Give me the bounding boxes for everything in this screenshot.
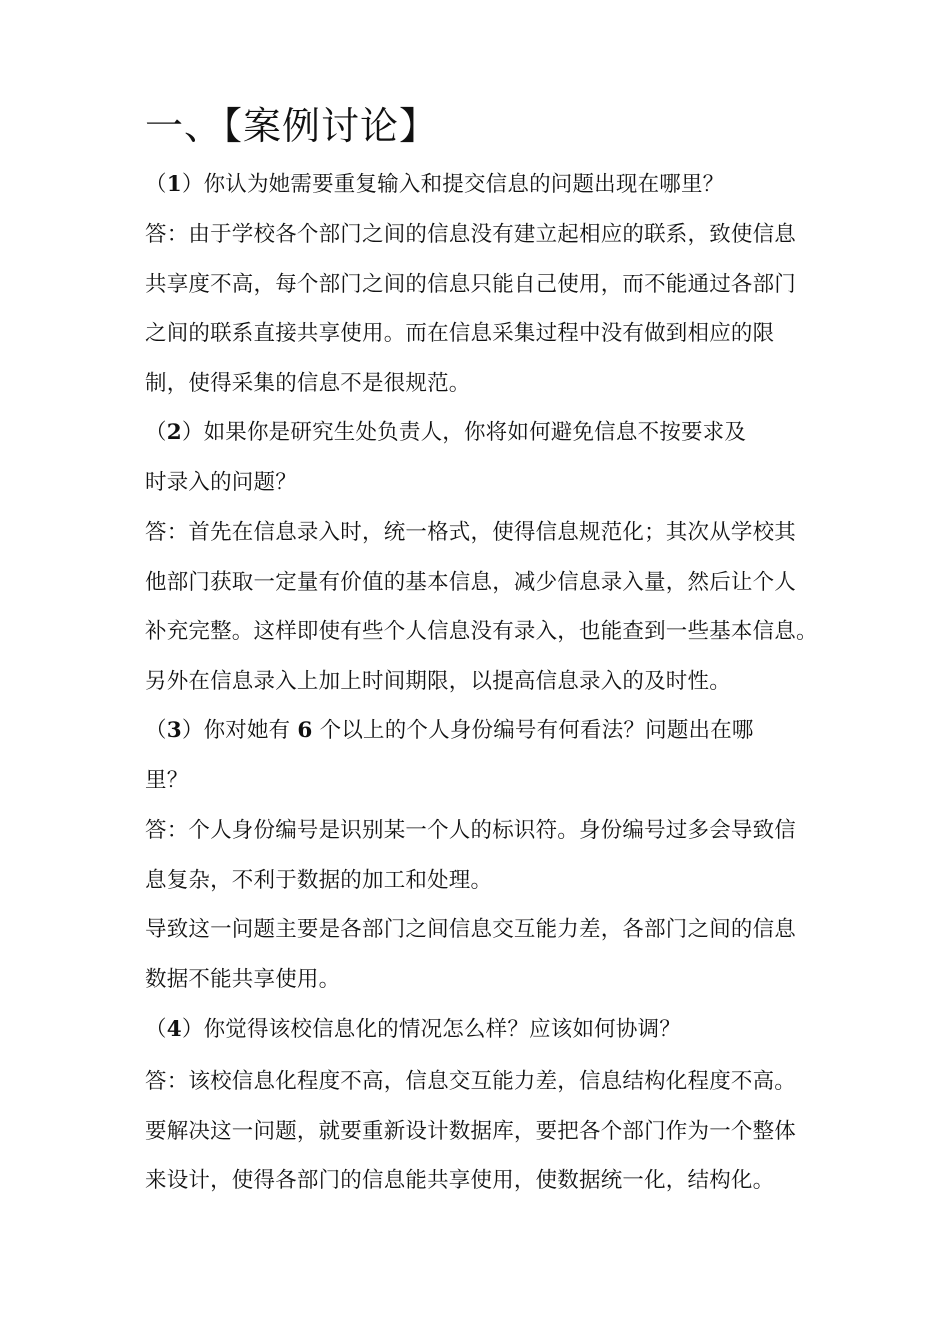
question-3-text-continued: 里？ <box>145 767 189 793</box>
answer-line: 答：该校信息化程度不高，信息交互能力差，信息结构化程度不高。 <box>145 1069 797 1094</box>
answer-line: 息复杂，不利于数据的加工和处理。 <box>145 867 493 893</box>
answer-line: 制，使得采集的信息不是很规范。 <box>145 370 471 396</box>
question-1 <box>145 160 810 210</box>
answer-line: 之间的联系直接共享使用。而在信息采集过程中没有做到相应的限 <box>145 321 775 346</box>
answer-1 <box>145 210 810 408</box>
question-open-paren: （ <box>145 172 167 197</box>
question-2-text <box>145 408 810 458</box>
question-1-text <box>145 160 810 210</box>
question-open-paren: （ <box>145 420 167 445</box>
question-open-paren: （ <box>145 1017 167 1042</box>
question-4-text <box>145 1005 810 1055</box>
answer-line: 补充完整。这样即使有些个人信息没有录入，也能查到一些基本信息。 <box>145 619 818 644</box>
question-number: 3 <box>166 718 182 743</box>
answer-3 <box>145 806 810 1004</box>
answer-4 <box>145 1057 810 1206</box>
question-body: ）如果你是研究生处负责人，你将如何避免信息不按要求及 <box>181 420 747 445</box>
question-number: 2 <box>166 420 182 445</box>
question-2-text-continued: 时录入的问题？ <box>145 469 297 495</box>
question-number: 4 <box>166 1017 182 1042</box>
answer-line: 他部门获取一定量有价值的基本信息，减少信息录入量，然后让个人 <box>145 569 797 595</box>
answer-line: 共享度不高，每个部门之间的信息只能自己使用，而不能通过各部门 <box>145 271 797 297</box>
question-3-text <box>145 706 810 756</box>
answer-line: 答：个人身份编号是识别某一个人的标识符。身份编号过多会导致信 <box>145 818 797 843</box>
question-2 <box>145 408 810 507</box>
answer-line: 要解决这一问题，就要重新设计数据库，要把各个部门作为一个整体 <box>145 1118 797 1144</box>
inline-number: 6 <box>297 718 313 743</box>
question-open-paren: （ <box>145 718 167 743</box>
answer-line: 数据不能共享使用。 <box>145 966 341 992</box>
question-body: ）你认为她需要重复输入和提交信息的问题出现在哪里？ <box>181 172 725 197</box>
question-body: 个以上的个人身份编号有何看法？问题出在哪 <box>312 718 754 743</box>
question-number: 1 <box>166 172 182 197</box>
answer-line: 导致这一问题主要是各部门之间信息交互能力差，各部门之间的信息 <box>145 917 797 942</box>
question-4 <box>145 1005 810 1055</box>
section-heading: 一、【案例讨论】 <box>145 104 439 148</box>
question-3 <box>145 706 810 805</box>
question-body: ）你对她有 <box>181 718 298 743</box>
answer-line: 答：由于学校各个部门之间的信息没有建立起相应的联系，致使信息 <box>145 222 797 247</box>
answer-line: 答：首先在信息录入时，统一格式，使得信息规范化；其次从学校其 <box>145 520 797 545</box>
answer-line: 另外在信息录入上加上时间期限，以提高信息录入的及时性。 <box>145 668 731 694</box>
answer-2 <box>145 508 818 706</box>
answer-line: 来设计，使得各部门的信息能共享使用，使数据统一化，结构化。 <box>145 1168 775 1193</box>
question-body: ）你觉得该校信息化的情况怎么样？应该如何协调？ <box>181 1017 681 1042</box>
